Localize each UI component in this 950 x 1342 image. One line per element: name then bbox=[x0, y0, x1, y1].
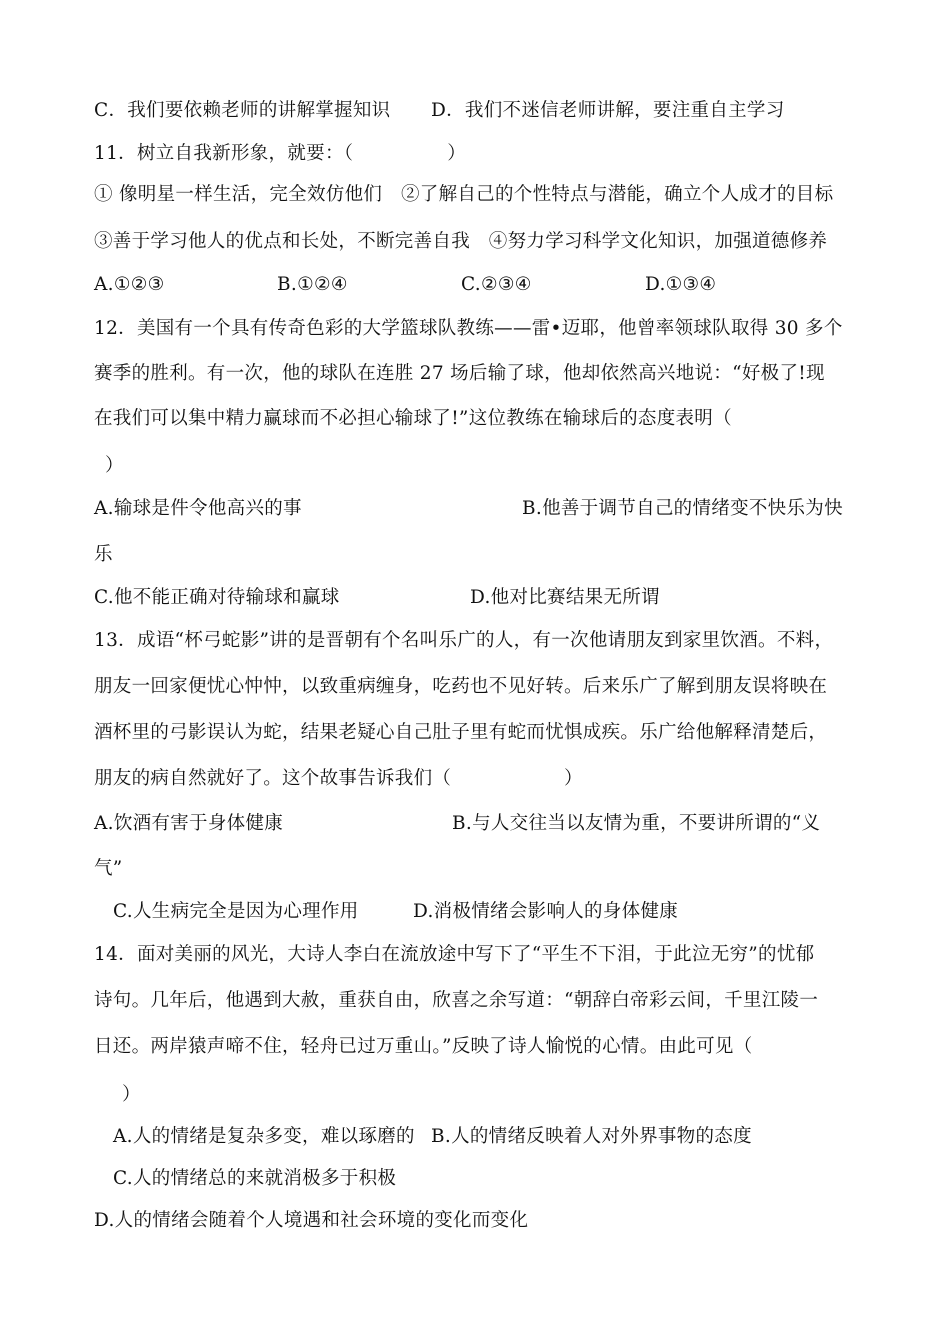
q12-stem-line2: 赛季的胜利。有一次，他的球队在连胜 27 场后输了球，他却依然高兴地说：“好极了!现 bbox=[94, 363, 825, 384]
q12-option-a: A.输球是件令他高兴的事 bbox=[94, 498, 302, 519]
q11-statements-1-2: ① 像明星一样生活，完全效仿他们 ②了解自己的个性特点与潜能，确立个人成才的目标 bbox=[94, 184, 834, 205]
q12-option-b-continued: 乐 bbox=[94, 544, 113, 565]
q14-stem-line4: ） bbox=[122, 1084, 141, 1105]
q13-stem-line3: 酒杯里的弓影误认为蛇，结果老疑心自己肚子里有蛇而忧惧成疾。乐广给他解释清楚后， bbox=[94, 722, 828, 743]
q13-option-a: A.饮酒有害于身体健康 bbox=[94, 813, 284, 834]
q14-stem-line3: 日还。两岸猿声啼不住，轻舟已过万重山。”反映了诗人愉悦的心情。由此可见（ bbox=[94, 1036, 753, 1057]
q13-option-d: D.消极情绪会影响人的身体健康 bbox=[413, 901, 679, 922]
q14-stem-line1: 14．面对美丽的风光，大诗人李白在流放途中写下了“平生不下泪，于此泣无穷”的忧郁 bbox=[94, 944, 815, 965]
q14-option-d: D.人的情绪会随着个人境遇和社会环境的变化而变化 bbox=[94, 1210, 529, 1231]
q13-stem-line1: 13．成语“杯弓蛇影”讲的是晋朝有个名叫乐广的人，有一次他请朋友到家里饮酒。不料， bbox=[94, 630, 834, 651]
q11-option-b: B.①②④ bbox=[277, 274, 348, 295]
q14-option-b: B.人的情绪反映着人对外界事物的态度 bbox=[431, 1126, 752, 1147]
q10-option-d: D．我们不迷信老师讲解，要注重自主学习 bbox=[431, 100, 785, 121]
q14-stem-line2: 诗句。几年后，他遇到大赦，重获自由，欣喜之余写道：“朝辞白帝彩云间，千里江陵一 bbox=[94, 990, 819, 1011]
q11-option-a: A.①②③ bbox=[94, 274, 165, 295]
q13-stem-line4: 朋友的病自然就好了。这个故事告诉我们（ ） bbox=[94, 768, 583, 789]
q13-option-b-continued: 气” bbox=[94, 858, 123, 879]
q11-statements-3-4: ③善于学习他人的优点和长处，不断完善自我 ④努力学习科学文化知识，加强道德修养 bbox=[94, 231, 828, 252]
q12-stem-line1: 12．美国有一个具有传奇色彩的大学篮球队教练——雷•迈耶，他曾率领球队取得 30 多个 bbox=[94, 318, 843, 339]
q11-option-d: D.①③④ bbox=[645, 274, 717, 295]
q12-option-b: B.他善于调节自己的情绪变不快乐为快 bbox=[522, 498, 843, 519]
q11-option-c: C.②③④ bbox=[461, 274, 532, 295]
q13-stem-line2: 朋友一回家便忧心忡忡，以致重病缠身，吃药也不见好转。后来乐广了解到朋友误将映在 bbox=[94, 676, 828, 697]
q12-option-c: C.他不能正确对待输球和赢球 bbox=[94, 587, 340, 608]
q12-stem-line4: ） bbox=[105, 455, 124, 476]
q10-option-c: C．我们要依赖老师的讲解掌握知识 bbox=[94, 100, 391, 121]
q14-option-a: A.人的情绪是复杂多变，难以琢磨的 bbox=[113, 1126, 415, 1147]
q12-option-d: D.他对比赛结果无所谓 bbox=[470, 587, 660, 608]
q11-stem: 11．树立自我新形象，就要：（ ） bbox=[94, 143, 467, 164]
q13-option-b: B.与人交往当以友情为重，不要讲所谓的“义 bbox=[452, 813, 821, 834]
q12-stem-line3: 在我们可以集中精力赢球而不必担心输球了!”这位教练在输球后的态度表明（ bbox=[94, 408, 732, 429]
q13-option-c: C.人生病完全是因为心理作用 bbox=[113, 901, 359, 922]
q14-option-c: C.人的情绪总的来就消极多于积极 bbox=[113, 1168, 397, 1189]
